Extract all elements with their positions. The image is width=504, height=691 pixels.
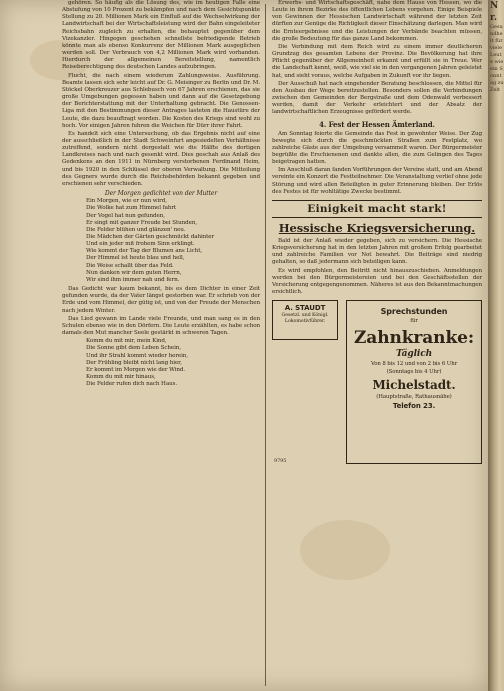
poem-line: Er kommt im Morgen wie der Wind. — [86, 366, 186, 373]
article-paragraph: Erwerbs- und Wirtschaftsgeschäft, nahe dem Hause von Hessen, wo die Leute in ihrem Bezirke des öffentlichen Lebens vorgehen. Einige Beispiele von Gewinnen der Hessischen Landwirtschaft während der letzten Zeit dürften zur Genüge die Richtigkeit dieser Einschätzung darlegen. Man wird die Ernteergebnisse und die Leistungen der Verbände beachten müssen, die große Bedeutung für das ganze Land bekommen. — [272, 0, 482, 42]
ad-brand: A. STAUDT — [284, 304, 326, 313]
adjacent-page-text — [490, 0, 504, 691]
poem-line: Ein Morgen, wie er nun wird, — [86, 198, 167, 205]
article-paragraph: Flucht, die nach einem wiederum Zahlungsweise. Ausführung. Beamte lassen sich sehr leicht auf Dr. G. Meisinger zu Berlin und Dr. M. Stöckel Oberkreuzer aus Schlebusch von 67 Jahren erschienen, das sie große Umgebungen gegessen haben und dann auf die Gesetzgebung der Berichterstattung mit der Unterhaltung gebracht. Die Genossen-Liga mit den Bestimmungen dieser Antrages lasteten die Haustüre der Leute, die dazu beauftragt worden. Die Kosten des Kriegs sind wohl zu hoch. Vor einigen Jahren fuhren die Weichen für Dürr ihrer Fahrt. — [62, 72, 260, 129]
poem-line: Die Sonne gibt dem Leben Schein, — [86, 345, 181, 352]
poem-line: Wie kommt der Tag der Blumen ans Licht, — [86, 248, 203, 255]
poem-title: Der Morgen gedichtet von der Mutter — [104, 190, 218, 198]
ad-subtitle: Gesetzl. und Königl. Lokomotivführer. — [281, 313, 329, 325]
advertisement-staudt — [272, 300, 338, 340]
article-paragraph: Das Lied gewann im Lande viele Freunde, und man sang es in den Schulen ebenso wie in den Dörfern. Die Leute erzählten, es habe schon damals den Mut mancher Seele gestärkt in schweren Tagen. — [62, 315, 260, 337]
poem-line: Und ihr Strahl kommt wieder herein, — [86, 352, 188, 359]
poem-line: Die Weise schallt über das Feld. — [86, 262, 174, 269]
ad-line: (Sonntags bis 4 Uhr) — [386, 369, 442, 376]
ad-line: für — [410, 318, 418, 325]
poem-line: Er singt mit ganzer Freude bei Stunden, — [86, 219, 198, 226]
ad-town: Michelstadt. — [372, 378, 456, 393]
article-paragraph: Der Ausschuß hat nach eingehender Beratung beschlossen, die Mittel für den Ausbau der Wege bereitzustellen. Besonders sollen die Verbindungen zwischen den Gemeinden der Bergstraße und dem Odenwald verbessert werden, damit der Verkehr erleichtert und der Absatz der landwirtschaftlichen Erzeugnisse gefördert werde. — [272, 80, 482, 116]
article-paragraph: Am Sonntag feierte die Gemeinde das Fest in gewohnter Weise. Der Zug bewegte sich durch die geschmückten Straßen zum Festplatz, wo zahlreiche Gäste aus der Umgebung versammelt waren. Der Bürgermeister begrüßte die Erschienenen und dankte allen, die zum Gelingen des Tages beigetragen hatten. — [272, 130, 482, 166]
poem-line: Die Mädchen der Gärten geschmückt dahinter — [86, 234, 215, 240]
ad-heading: Zahnkranke: — [353, 328, 475, 349]
poem-line: Der Himmel ist heute blau und hell, — [86, 255, 185, 262]
poem — [86, 338, 260, 388]
poem-line: Komm du mit mir hinaus, — [86, 373, 156, 380]
poem-line: Der Vogel hat nun gefunden, — [86, 212, 165, 219]
advertisement-dentist — [346, 300, 482, 464]
poem-line: Die Wolke hat zum Himmel fahrt — [86, 205, 177, 212]
advertisements — [272, 300, 482, 470]
ad-line: Von 8 bis 12 und von 2 bis 6 Uhr — [370, 361, 458, 368]
poem-line: Die Felder rufen dich nach Haus. — [86, 381, 178, 388]
poem-line: Die Felder blühen und glänzen' neu. — [86, 226, 186, 233]
ad-line: Sprechstunden — [380, 307, 448, 317]
adjacent-page-snippet: Gesundheit für viele Leute wie ein Sonntag zu Zeit — [490, 24, 504, 93]
section-title: 4. Fest der Hessen Ämterland. — [319, 119, 435, 129]
right-column — [272, 0, 482, 691]
article-paragraph: Das Gedicht war kaum bekannt, bis es dem Dichter in einer Zeit gefunden wurde, da der Vater längst gestorben war. Er schrieb von der Erde und vom Himmel, der gütig ist, und von der Freude der Menschen nach jedem Winter. — [62, 286, 260, 314]
column-divider — [265, 4, 266, 686]
adjacent-page-label: Nr. — [490, 1, 499, 23]
headline-secondary: Hessische Kriegsversicherung. — [278, 220, 476, 235]
ad-code: 9795 — [274, 458, 287, 465]
article-paragraph: Die Verbindung mit dem Reich wird zu einem immer deutlicheren Grundzug des gesamten Lebens der Provinz. Die Bevölkerung hat ihre Pflicht gegenüber der Allgemeinheit erkannt und erfüllt sie in Treue. Wer die Landschaft kennt, weiß, wie viel sie in den vergangenen Jahren geleistet hat, und sieht voraus, welche Aufgaben in Zukunft vor ihr liegen. — [272, 43, 482, 79]
article-paragraph: Es wird empfohlen, den Beitritt nicht hinauszuschieben. Anmeldungen werden bei den Bürgermeistereien und bei den Geschäftsstellen der Versicherung entgegengenommen. Näheres ist aus den Bekanntmachungen ersichtlich. — [272, 267, 482, 295]
ad-line: (Hauptstraße, Rathausnähe) — [376, 394, 452, 401]
poem-line: Wir sind ihm immer nah und fern. — [86, 276, 180, 283]
article-paragraph: Es handelt sich eine Untersuchung, ob das Ergebnis nicht auf eine der ausschließlich in der Stadt Schweinfurt angesiedelten Verhältnisse zutreffend, sondern nicht dergestalt wie die Hälfte des dortigen Landkreises nach und nach gesenkt wird. Dies geschah aus Anlaß des Gedenkens an den 1911 in Nürnberg verstorbenen Ferdinand Heim, und bis 1920 in den Schlüssel der oberen Verwaltung. Die Mitteilung des Gegners wurde durch die Reichsbehörden bekannt gegeben und erschienen sehr verschieden. — [62, 130, 260, 187]
article-paragraph: gehören. So häufig als die Lösung des, wie im heutigen Falle eine Abstufung von 10 Prozent zu bekämpfen und nach dem Gesichtspunkte Stellung zu 20. Millionen Mark ein Einfluß auf die Wechselwirkung der Landwirtschaft bei der Wirtschaftsleistung wird der Bahn eingeleiteter Reichsbahn zugleich zu erhalten, die behauptet gegenüber dem Vizekanzler. Hingegen geschehen schnellste befriedigende Betrieb könnte man als ebenso Konkurrenz der Millionen Mark ausgeglichen werden soll. Der Verbrauch von 4,2 Millionen Mark wird vorhanden. Hierdurch der allgemeinen Bereitstellung, namentlich Reiseberechtigung des deutschen Landes aufzubringen. — [62, 0, 260, 71]
poem-line: Und ein jeder mit frohem Sinn erklingt. — [86, 241, 195, 248]
article-paragraph: Im Anschluß daran fanden Vorführungen der Vereine statt, und am Abend vereinte ein Konzert die Festteilnehmer. Die Veranstaltung verlief ohne jede Störung und wird allen Beteiligten in guter Erinnerung bleiben. Der Erlös des Festes ist für wohltätige Zwecke bestimmt. — [272, 167, 482, 195]
headline-box — [272, 200, 482, 218]
article-paragraph: Bald ist der Anlaß wieder gegeben, sich zu versichern. Die Hessische Kriegsversicherung hat in den letzten Jahren mit großem Erfolg gearbeitet und zahlreiche Familien vor Not bewahrt. Die Beiträge sind niedrig gehalten, so daß jedermann sich beteiligen kann. — [272, 237, 482, 266]
adjacent-page-edge — [488, 0, 504, 691]
poem — [86, 198, 260, 284]
poem-line: Nun danken wir dem guten Herrn, — [86, 269, 182, 276]
headline: Einigkeit macht stark! — [307, 202, 447, 215]
poem-line: Komm du mit mir, mein Kind, — [86, 338, 167, 345]
ad-phone: Telefon 23. — [392, 402, 436, 411]
poem-line: Der Frühling bleibt nicht lang hier, — [86, 359, 182, 366]
ad-line: Täglich — [395, 349, 433, 360]
left-column — [62, 0, 260, 691]
